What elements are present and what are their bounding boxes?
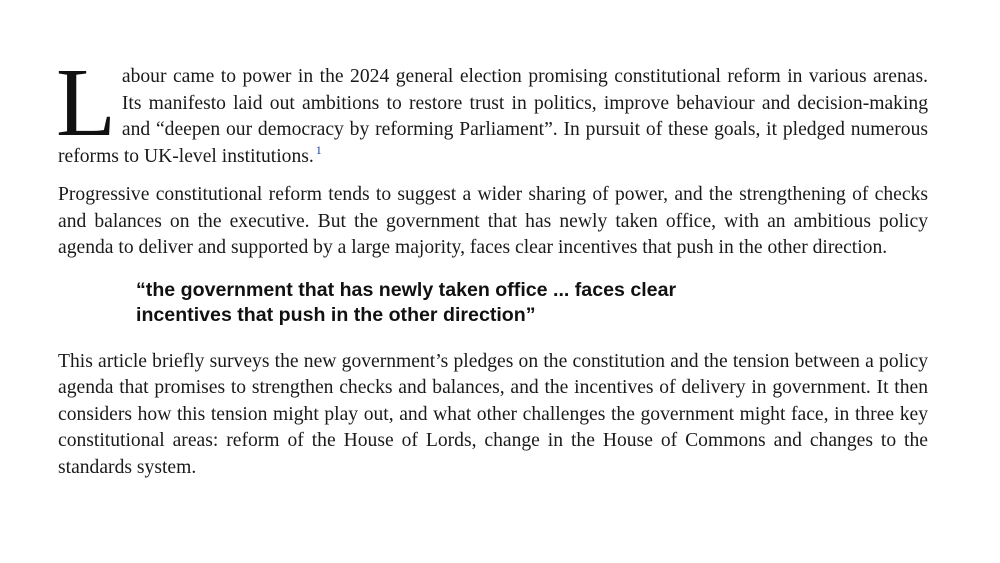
body-paragraph: This article briefly surveys the new government’s pledges on the constitution and the tension between a policy agenda that promises to strengthen checks and balances, and the incentives of delivery in government. It then considers how this tension might play out, and what other challenges the government might face, in three key constitutional areas: reform of the House of Lords, change in the House of Commons and changes to the standards system. (58, 350, 928, 478)
footnote-link[interactable]: 1 (315, 142, 322, 157)
intro-paragraph (56, 49, 928, 170)
article-body (56, 49, 928, 494)
pull-quote-line: “the government that has newly taken office ... faces clear (136, 278, 677, 301)
intro-paragraph-text: abour came to power in the 2024 general election promising constitutional reform in various arenas. Its manifesto laid out ambitions to restore trust in politics, improve behaviour and decision-making and “deepen our democracy by reforming Parliament”. In pursuit of these goals, it pledged numerous reforms to UK-level institutions. (58, 66, 928, 167)
body-paragraph: Progressive constitutional reform tends to suggest a wider sharing of power, and the strengthening of checks and balances on the executive. But the government that has newly taken office, with an ambitious policy agenda to deliver and supported by a large majority, faces clear incentives that push in the other direction. (58, 184, 928, 258)
pull-quote (136, 278, 796, 328)
pull-quote-line: incentives that push in the other direction” (136, 303, 536, 326)
drop-cap: L (56, 49, 116, 157)
